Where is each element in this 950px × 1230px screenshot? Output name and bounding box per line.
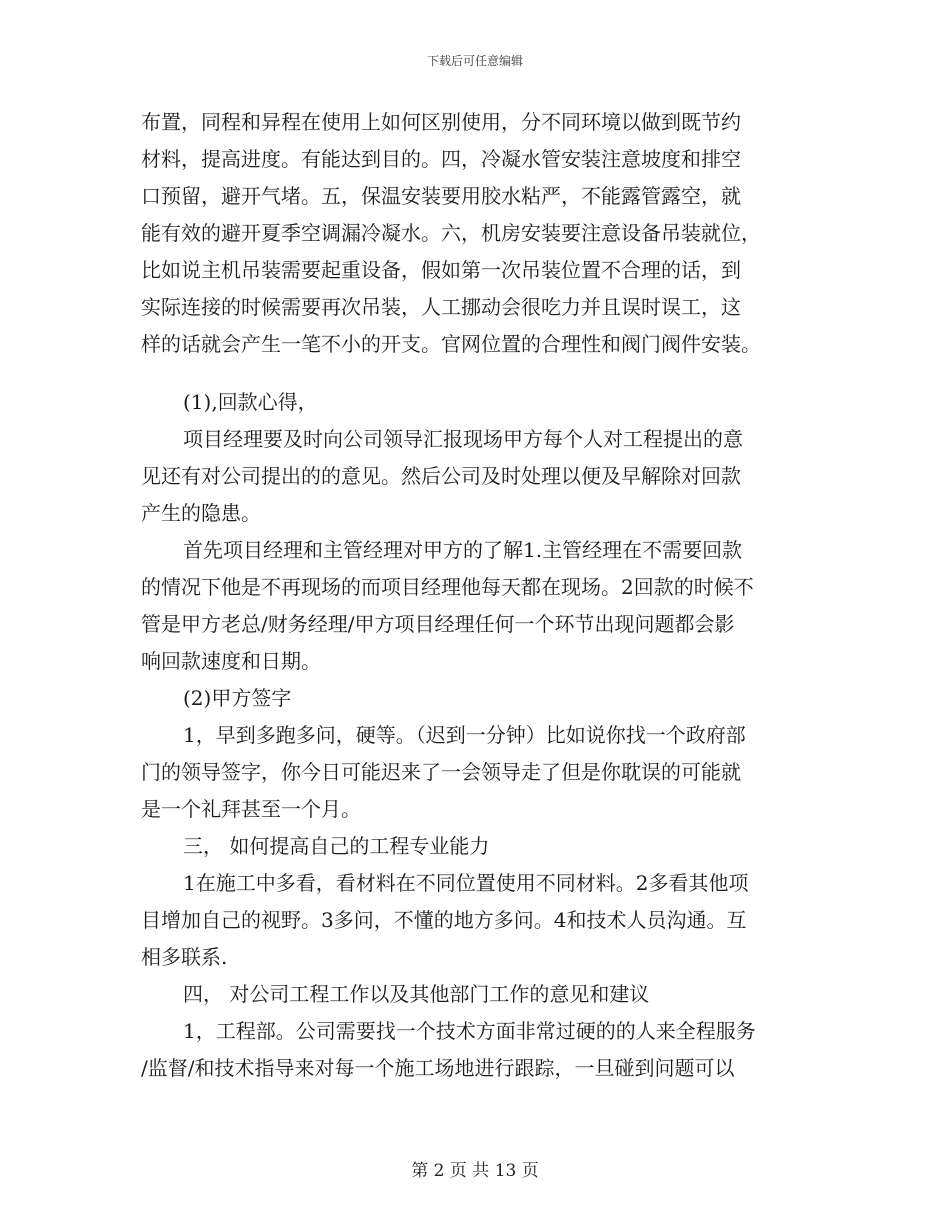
text-line: /监督/和技术指导来对每一个施工场地进行跟踪，一旦碰到问题可以 [141,1056,735,1080]
text-line: 首先项目经理和主管经理对甲方的了解1.主管经理在不需要回款 [183,538,743,562]
text-line: (2)甲方签字 [183,686,292,710]
text-line: (1),回款心得， [183,390,318,414]
page-header: 下载后可任意编辑 [426,54,523,68]
text-line: 的情况下他是不再现场的而项目经理他每天都在现场。2回款的时候不 [141,575,754,599]
section-heading [141,828,811,865]
paragraph [141,717,811,828]
text-line: 项目经理要及时向公司领导汇报现场甲方每个人对工程提出的意 [183,427,743,451]
text-line: 样的话就会产生一笔不小的开支。官网位置的合理性和阀门阀件安装。 [141,332,761,356]
document-body [141,104,811,1087]
text-line: 比如说主机吊装需要起重设备，假如第一次吊装位置不合理的话，到 [141,258,741,282]
paragraph [141,865,811,976]
page-footer: 第 2 页 共 13 页 [411,1161,539,1181]
paragraph-gap [141,363,811,384]
paragraph [141,421,811,532]
text-line: 管是甲方老总/财务经理/甲方项目经理任何一个环节出现问题都会影 [141,612,735,636]
text-line: 实际连接的时候需要再次吊装，人工挪动会很吃力并且误时误工，这 [141,295,741,319]
text-line: 门的领导签字，你今日可能迟来了一会领导走了但是你耽误的可能就 [141,760,741,784]
text-line: 布置，同程和异程在使用上如何区别使用，分不同环境以做到既节约 [141,110,741,134]
section-heading [141,976,811,1013]
text-line: 四， 对公司工程工作以及其他部门工作的意见和建议 [183,982,650,1006]
section-heading [141,680,811,717]
paragraph [141,532,811,680]
text-line: 1在施工中多看，看材料在不同位置使用不同材料。2多看其他项 [183,871,749,895]
text-line: 三， 如何提高自己的工程专业能力 [183,834,490,858]
text-line: 能有效的避开夏季空调漏冷凝水。六，机房安装要注意设备吊装就位， [141,221,761,245]
text-line: 产生的隐患。 [141,501,261,525]
text-line: 是一个礼拜甚至一个月。 [141,797,361,821]
text-line: 1，工程部。公司需要找一个技术方面非常过硬的的人来全程服务 [183,1019,756,1043]
text-line: 1，早到多跑多问，硬等。（迟到一分钟）比如说你找一个政府部 [183,723,746,747]
text-line: 相多联系. [141,945,228,969]
paragraph [141,1013,811,1087]
text-line: 材料，提高进度。有能达到目的。四，冷凝水管安装注意坡度和排空 [141,147,741,171]
text-line: 口预留，避开气堵。五，保温安装要用胶水粘严，不能露管露空，就 [141,184,741,208]
text-line: 目增加自己的视野。3多问，不懂的地方多问。4和技术人员沟通。互 [141,908,747,932]
section-heading [141,384,811,421]
text-line: 见还有对公司提出的的意见。然后公司及时处理以便及早解除对回款 [141,464,741,488]
text-line: 响回款速度和日期。 [141,649,321,673]
paragraph [141,104,811,363]
